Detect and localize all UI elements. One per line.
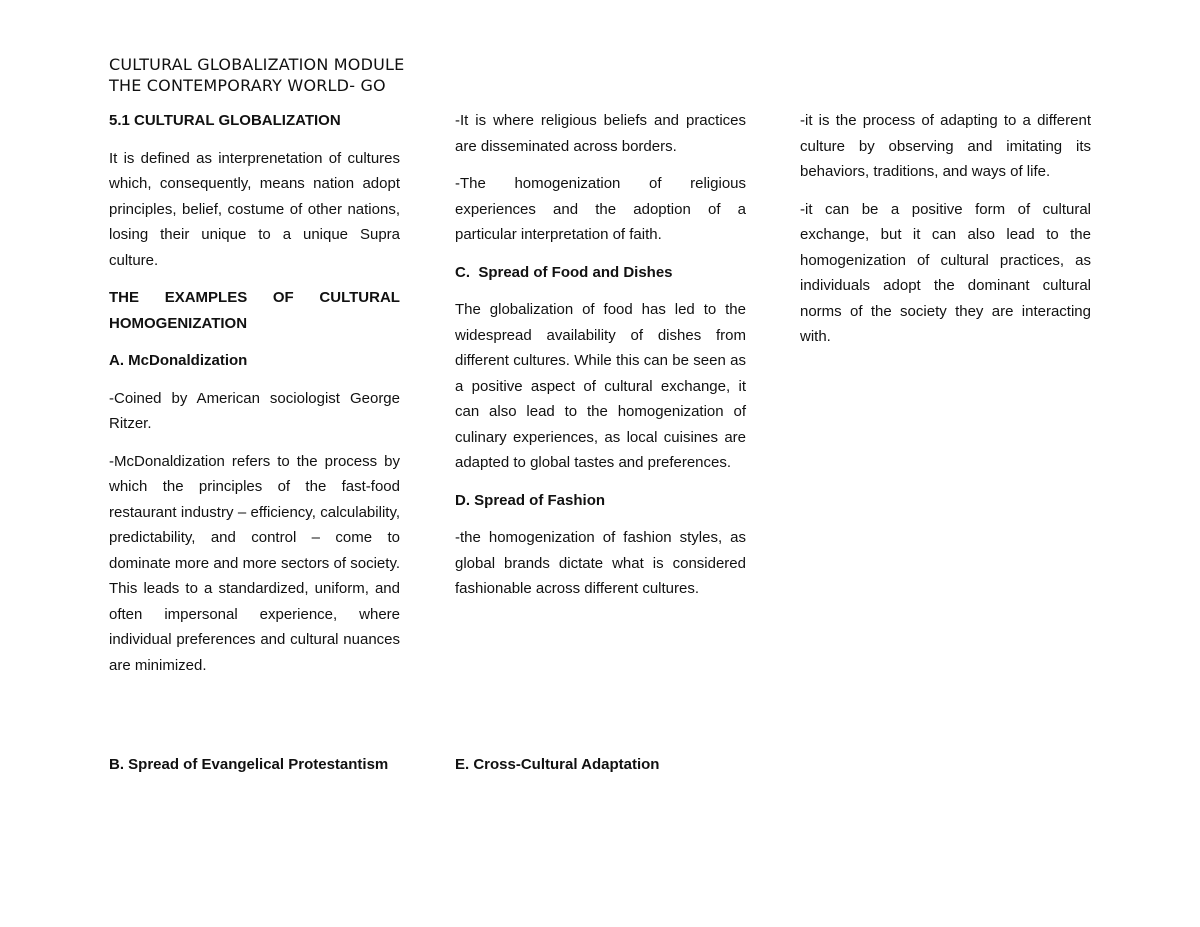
mcdonaldization-paragraph-2: -McDonaldization refers to the process by which the principles of the fast-food restaurant industry – efficiency, calculability, predictability, and control – come to dominate more and more sectors of society. This leads to a standardized, uniform, and often impersonal experience, where individual preferences and cultural nuances are minimized. (109, 452, 400, 674)
fashion-paragraph: -the homogenization of fashion styles, as global brands dictate what is considered fashionable across different cultures. (455, 529, 746, 597)
module-title: CULTURAL GLOBALIZATION MODULE (109, 55, 405, 74)
column-2 (455, 108, 746, 614)
examples-heading-line2: HOMOGENIZATION (109, 314, 248, 332)
fashion-heading: D. Spread of Fashion (455, 491, 606, 509)
document-header (109, 54, 404, 96)
food-paragraph: The globalization of food has led to the widespread availability of dishes from different cultures. While this can be seen as a positive aspect of cultural exchange, it can also lead to the homogenization of culinary experiences, as local cuisines are adapted to global tastes and preferences. (455, 301, 746, 471)
examples-heading-word: OF (272, 289, 294, 306)
adaptation-paragraph-2: -it can be a positive form of cultural exchange, but it can also lead to the homogenization of cultural practices, as individuals adopt the dominant cultural norms of the society they are interacting with. (800, 200, 1091, 345)
definition-paragraph: It is defined as interprenetation of cultures which, consequently, means nation adopt principles, belief, costume of other nations, losing their unique to a unique Supra culture. (109, 149, 400, 269)
examples-heading-line1 (109, 285, 400, 311)
course-title: THE CONTEMPORARY WORLD- GO (109, 76, 386, 95)
food-heading: C. Spread of Food and Dishes (455, 263, 673, 281)
examples-heading-word: THE (109, 289, 139, 306)
evangelical-paragraph-2: -The homogenization of religious experiences and the adoption of a particular interpretation of faith. (455, 175, 746, 243)
cross-cultural-heading: E. Cross-Cultural Adaptation (455, 756, 660, 773)
evangelical-heading: B. Spread of Evangelical Protestantism (109, 756, 389, 773)
examples-heading-word: CULTURAL (319, 289, 400, 306)
mcdonaldization-paragraph-1: -Coined by American sociologist George Ritzer. (109, 389, 400, 432)
section-title: 5.1 CULTURAL GLOBALIZATION (109, 112, 341, 129)
evangelical-paragraph-1: -It is where religious beliefs and practices are disseminated across borders. (455, 112, 746, 155)
column-1 (109, 108, 400, 690)
examples-heading-word: EXAMPLES (164, 289, 248, 306)
mcdonaldization-heading: A. McDonaldization (109, 352, 248, 369)
column-3 (800, 108, 1091, 362)
adaptation-paragraph-1: -it is the process of adapting to a different culture by observing and imitating its behaviors, traditions, and ways of life. (800, 112, 1091, 180)
